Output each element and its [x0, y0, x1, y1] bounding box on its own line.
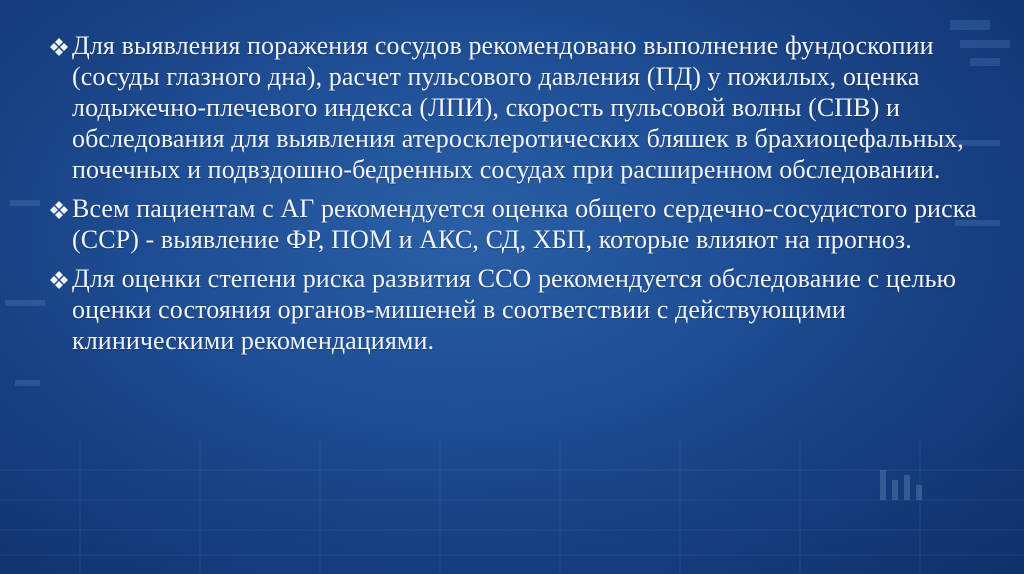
bullet-item-target-organs [50, 263, 990, 356]
diamond-quad-bullet-icon [50, 201, 68, 219]
bullet-text-target-organs: Для оценки степени риска развития ССО рекомендуется обследование с целью оценки состояния органов-мишеней в соответствии с действующими клиническими рекомендациями. [72, 264, 957, 355]
diamond-quad-bullet-icon [50, 38, 68, 56]
bullet-item-risk-assessment [50, 193, 990, 255]
bullet-text-risk-assessment: Всем пациентам с АГ рекомендуется оценка общего сердечно-сосудистого риска (ССР) - выявление ФР, ПОМ и АКС, СД, ХБП, которые влияют на прогноз. [72, 194, 977, 254]
bullet-text-fundoscopy: Для выявления поражения сосудов рекомендовано выполнение фундоскопии (сосуды глазного дна), расчет пульсового давления (ПД) у пожилых, оценка лодыжечно-плечевого индекса (ЛПИ), скорость пульсовой волны (СПВ) и обследования для выявления атеросклеротических бляшек в брахиоцефальных, почечных и подвздошно-бедренных сосудах при расширенном обследовании. [72, 31, 964, 184]
diamond-quad-bullet-icon [50, 271, 68, 289]
slide-content [50, 30, 990, 364]
bullet-item-fundoscopy [50, 30, 990, 185]
